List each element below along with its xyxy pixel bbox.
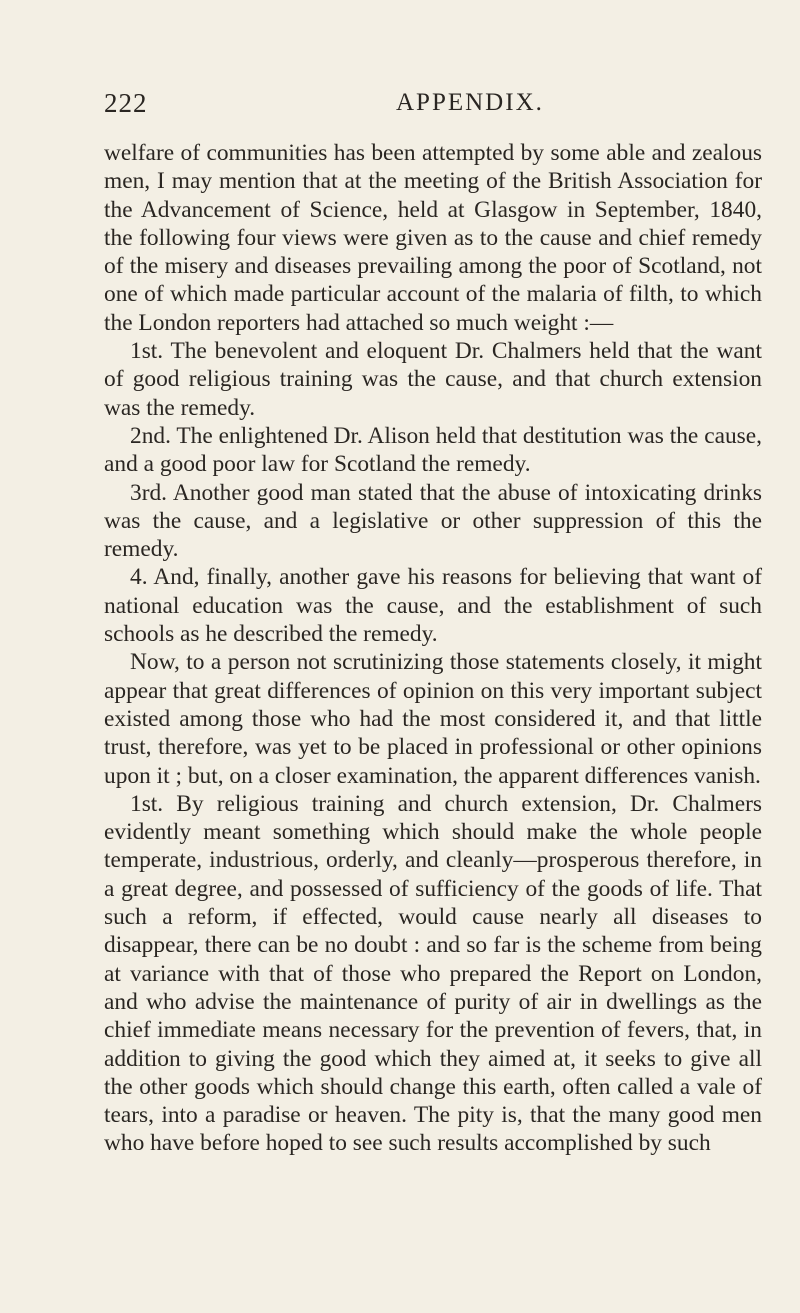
paragraph-chalmers-view: 1st. The benevolent and eloquent Dr. Chalmers held that the want of good religious training was the cause, and that church extension was the remedy. bbox=[104, 338, 762, 421]
paragraph-alison-view: 2nd. The enlightened Dr. Alison held that destitution was the cause, and a good poor law for Scotland the remedy. bbox=[104, 422, 762, 478]
running-title: APPENDIX. bbox=[396, 89, 544, 116]
paragraph-continued: welfare of communities has been attempted by some able and zealous men, I may mention that at the meeting of the British Association for the Advancement of Science, held at Glasgow in September, 1840, the following four views were given as to the cause and chief remedy of the misery and diseases prevailing among the poor of Scotland, not one of which made particular account of the malaria of filth, to which the London reporters had attached so much weight :— bbox=[104, 140, 762, 336]
body-text bbox=[104, 139, 762, 1158]
paragraph-analysis: 1st. By religious training and church extension, Dr. Chalmers evidently meant something which should make the whole people temperate, industrious, orderly, and cleanly—prosperous therefore, in a great degree, and possessed of sufficiency of the goods of life. That such a reform, if effected, would cause nearly all diseases to disappear, there can be no doubt : and so far is the scheme from being at variance with that of those who prepared the Report on London, and who advise the maintenance of purity of air in dwellings as the chief immediate means necessary for the prevention of fevers, that, in addition to giving the good which they aimed at, it seeks to give all the other goods which should change this earth, often called a vale of tears, into a paradise or heaven. The pity is, that the many good men who have before hoped to see such results accomplished by such bbox=[104, 790, 762, 1157]
paragraph-education-view: 4. And, finally, another gave his reasons for believing that want of national education was the cause, and the establishment of such schools as he described the remedy. bbox=[104, 564, 762, 648]
paragraph-intoxicating-drinks-view: 3rd. Another good man stated that the abuse of intoxicating drinks was the cause, and a legislative or other suppression of this the remedy. bbox=[104, 479, 762, 563]
paragraph-differences: Now, to a person not scrutinizing those statements closely, it might appear that great differences of opinion on this very important subject existed among those who had the most considered it, and that little trust, therefore, was yet to be placed in professional or other opinions upon it ; but, on a closer examination, the apparent differences vanish. bbox=[104, 649, 762, 789]
page-number: 222 bbox=[104, 88, 148, 118]
running-head bbox=[104, 88, 764, 124]
